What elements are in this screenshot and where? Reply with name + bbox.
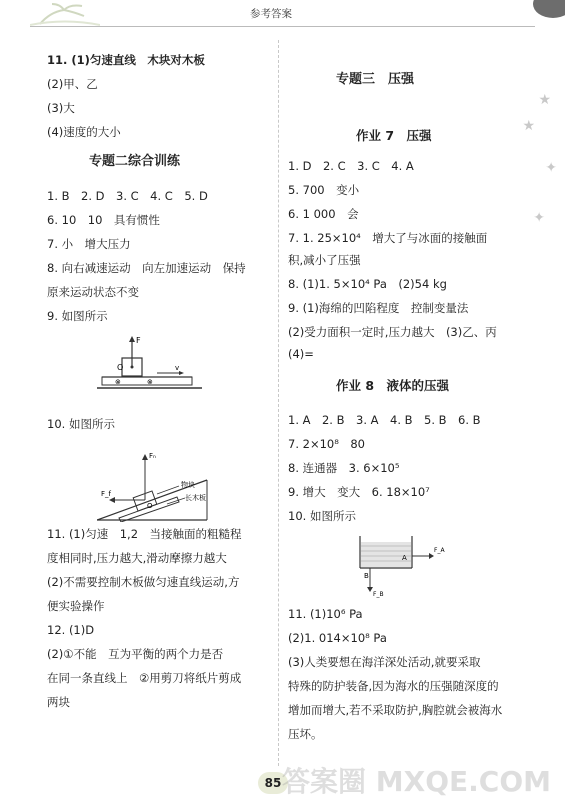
answer-line: 7. 2×10⁸ 80 bbox=[288, 437, 365, 451]
answer-line: 11. (1)10⁶ Pa bbox=[288, 607, 363, 621]
answer-line: 10. 如图所示 bbox=[288, 509, 356, 523]
answer-line: 6. 10 10 具有惯性 bbox=[47, 213, 160, 227]
answer-line: 增加而增大,若不采取防护,胸腔就会被海水 bbox=[288, 703, 503, 717]
answer-line: (2)受力面积一定时,压力越大 (3)乙、丙 bbox=[288, 325, 497, 339]
answer-line: 10. 如图所示 bbox=[47, 417, 115, 431]
page-header-title: 参考答案 bbox=[250, 8, 292, 20]
answer-line: 8. (1)1. 5×10⁴ Pa (2)54 kg bbox=[288, 277, 447, 291]
answer-line: (4)= bbox=[288, 347, 314, 361]
force-diagram-10 bbox=[97, 442, 237, 522]
palm-tree-decoration bbox=[30, 2, 100, 26]
answer-line: 积,减小了压强 bbox=[288, 253, 361, 267]
svg-text:F_A: F_A bbox=[434, 547, 445, 554]
answer-line: 7. 小 增大压力 bbox=[47, 237, 131, 251]
answer-line: 9. 如图所示 bbox=[47, 309, 108, 323]
answer-line: 便实验操作 bbox=[47, 599, 105, 613]
force-diagram-9 bbox=[97, 334, 237, 394]
svg-text:长木板: 长木板 bbox=[185, 494, 206, 502]
watermark-logo: 答案圈 MXQE.COM bbox=[282, 765, 551, 798]
answer-line: 1. D 2. C 3. C 4. A bbox=[288, 159, 414, 173]
svg-text:F: F bbox=[136, 336, 141, 345]
answer-line: 两块 bbox=[47, 695, 70, 709]
answer-line: (2)1. 014×10⁸ Pa bbox=[288, 631, 387, 645]
svg-text:A: A bbox=[402, 554, 407, 562]
answer-line: 度相同时,压力越大,滑动摩擦力越大 bbox=[47, 551, 227, 565]
answer-line: 1. A 2. B 3. A 4. B 5. B 6. B bbox=[288, 413, 481, 427]
answer-line: (2)甲、乙 bbox=[47, 77, 98, 91]
svg-text:O: O bbox=[147, 502, 153, 510]
answer-line: 11. (1)匀速 1,2 当接触面的粗糙程 bbox=[47, 527, 242, 541]
column-divider bbox=[278, 40, 279, 766]
star-icon: ✦ bbox=[545, 160, 557, 176]
answer-line: 9. (1)海绵的凹陷程度 控制变量法 bbox=[288, 301, 469, 315]
answer-line: 6. 1 000 会 bbox=[288, 207, 359, 221]
answer-line: (3)人类要想在海洋深处活动,就要采取 bbox=[288, 655, 481, 669]
svg-text:⊗: ⊗ bbox=[115, 378, 121, 386]
section-title: 专题二综合训练 bbox=[89, 154, 181, 169]
svg-text:F_f: F_f bbox=[101, 490, 111, 498]
liquid-pressure-diagram bbox=[352, 532, 452, 602]
answer-line: 特殊的防护装备,因为海水的压强随深度的 bbox=[288, 679, 499, 693]
answer-line: (2)①不能 互为平衡的两个力是否 bbox=[47, 647, 224, 661]
answer-line: (2)不需要控制木板做匀速直线运动,方 bbox=[47, 575, 240, 589]
svg-text:v: v bbox=[175, 364, 180, 372]
answer-line: 12. (1)D bbox=[47, 623, 95, 637]
answer-line: 7. 1. 25×10⁴ 增大了与冰面的接触面 bbox=[288, 231, 488, 245]
answer-line: 压坏。 bbox=[288, 727, 323, 741]
answer-line: (4)速度的大小 bbox=[47, 125, 121, 139]
star-icon: ★ bbox=[538, 92, 551, 108]
answer-line: 11. (1)匀速直线 木块对木板 bbox=[47, 53, 205, 67]
svg-text:物块: 物块 bbox=[181, 481, 195, 489]
svg-text:O: O bbox=[117, 363, 124, 372]
corner-decoration bbox=[533, 0, 565, 18]
star-icon: ✦ bbox=[533, 210, 545, 226]
svg-text:F_B: F_B bbox=[373, 591, 384, 598]
svg-text:B: B bbox=[364, 572, 369, 580]
header-rule bbox=[30, 26, 535, 27]
answer-line: 5. 700 变小 bbox=[288, 183, 360, 197]
page-number: 85 bbox=[258, 772, 288, 794]
answer-line: 8. 连通器 3. 6×10⁵ bbox=[288, 461, 400, 475]
homework-title: 作业 7 压强 bbox=[356, 128, 432, 143]
svg-text:Fₙ: Fₙ bbox=[149, 452, 156, 460]
answer-line: 8. 向右减速运动 向左加速运动 保持 bbox=[47, 261, 246, 275]
answer-line: (3)大 bbox=[47, 101, 75, 115]
section-title: 专题三 压强 bbox=[336, 72, 415, 87]
answer-line: 在同一条直线上 ②用剪刀将纸片剪成 bbox=[47, 671, 242, 685]
answer-line: 1. B 2. D 3. C 4. C 5. D bbox=[47, 189, 208, 203]
homework-title: 作业 8 液体的压强 bbox=[336, 378, 450, 393]
answer-line: 原来运动状态不变 bbox=[47, 285, 139, 299]
star-icon: ★ bbox=[522, 118, 535, 134]
answer-line: 9. 增大 变大 6. 18×10⁷ bbox=[288, 485, 430, 499]
svg-text:⊗: ⊗ bbox=[147, 378, 153, 386]
